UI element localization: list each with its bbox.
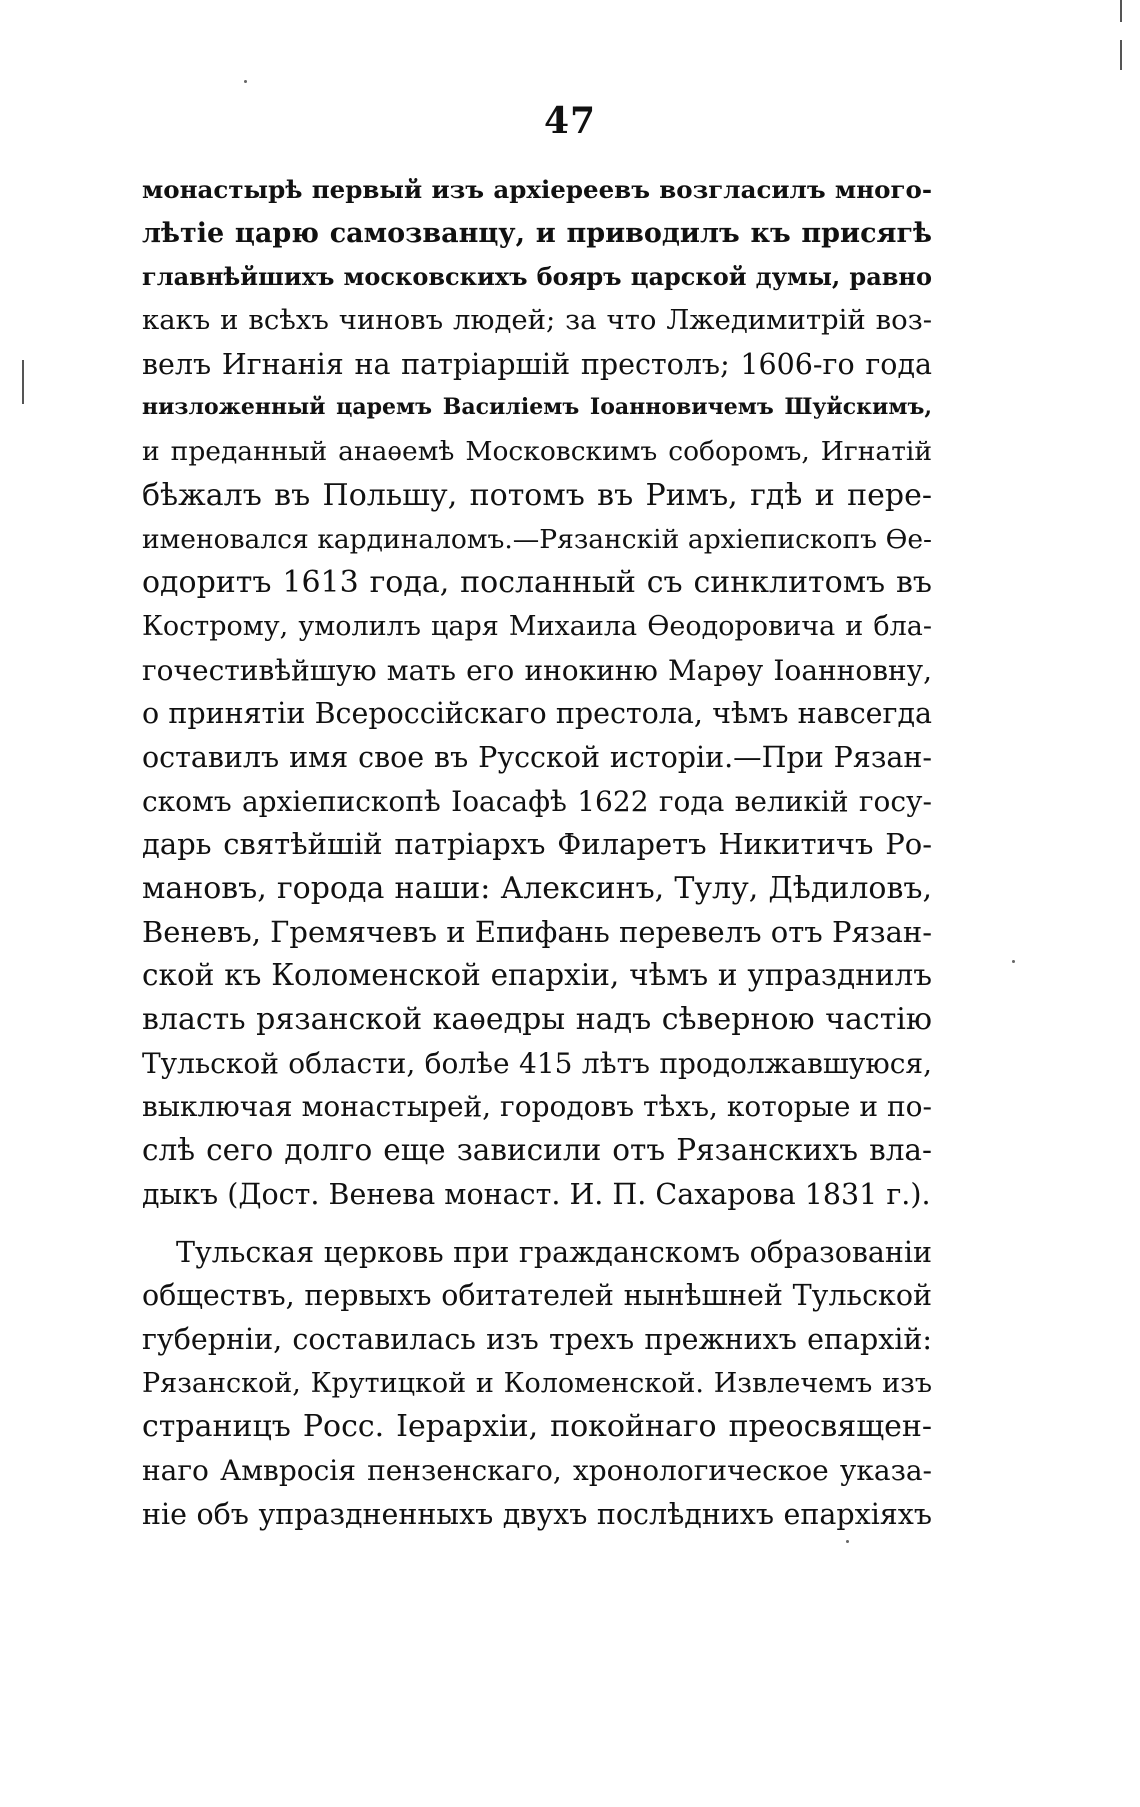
- paragraph: [142, 1231, 932, 1537]
- text-line: низложенный царемъ Василіемъ Іоанновичемъ Шуйскимъ,: [142, 394, 932, 421]
- speck: [846, 1540, 849, 1543]
- speck: [1012, 960, 1015, 963]
- scan-edge-mark: [1120, 40, 1122, 70]
- text-line: велъ Игнанія на патріаршій престолъ; 1606-го года: [142, 347, 932, 381]
- text-line: лѣтіе царю самозванцу, и приводилъ къ присягѣ: [142, 217, 932, 249]
- text-line: Кострому, умолилъ царя Михаила Ѳеодоровича и бла-: [142, 610, 932, 642]
- text-line: гочестивѣйшую мать его инокиню Марѳу Іоанновну,: [142, 653, 932, 687]
- text-line: оставилъ имя свое въ Русской исторіи.—При Рязан-: [142, 740, 932, 774]
- text-line: выключая монастырей, городовъ тѣхъ, которые и по-: [142, 1090, 932, 1124]
- text-line: какъ и всѣхъ чиновъ людей; за что Лжедимитрій воз-: [142, 304, 932, 337]
- text-line: о принятіи Всероссійскаго престола, чѣмъ навсегда: [142, 697, 932, 731]
- paragraph: [142, 168, 932, 1217]
- text-line: дыкъ (Дост. Венева монаст. И. П. Сахарова 1831 г.).: [142, 1177, 931, 1211]
- paragraph-gap: [142, 1217, 932, 1231]
- text-line: наго Амвросія пензенскаго, хронологическое указа-: [142, 1453, 932, 1487]
- text-line: скомъ архіепископѣ Іоасафѣ 1622 года великій госу-: [142, 784, 932, 818]
- text-line: Рязанской, Крутицкой и Коломенской. Извлечемъ изъ: [142, 1367, 932, 1399]
- page-number: 47: [543, 100, 597, 142]
- text-line: именовался кардиналомъ.—Рязанскій архіепископъ Ѳе-: [142, 523, 932, 555]
- text-line: Тульская церковь при гражданскомъ образованіи: [176, 1235, 932, 1269]
- text-line: слѣ сего долго еще зависили отъ Рязанскихъ вла-: [142, 1133, 932, 1168]
- text-line: мановъ, города наши: Алексинъ, Тулу, Дѣдиловъ,: [142, 871, 932, 906]
- text-line: ніе объ упраздненныхъ двухъ послѣднихъ епархіяхъ: [142, 1497, 932, 1531]
- text-line: ской къ Коломенской епархіи, чѣмъ и упразднилъ: [142, 958, 932, 993]
- text-line: страницъ Росс. Іерархіи, покойнаго преосвящен-: [142, 1409, 932, 1445]
- text-line: Тульской области, болѣе 415 лѣтъ продолжавшуюся,: [142, 1046, 932, 1080]
- speck: [244, 80, 247, 83]
- margin-rule-left: [22, 360, 24, 404]
- text-line: дарь святѣйшій патріархъ Филаретъ Никитичъ Ро-: [142, 827, 932, 862]
- text-line: губерніи, составилась изъ трехъ прежнихъ епархій:: [142, 1322, 932, 1356]
- text-line: власть рязанской каѳедры надъ сѣверною частію: [142, 1002, 932, 1038]
- text-line: одоритъ 1613 года, посланный съ синклитомъ въ: [142, 565, 932, 601]
- scan-edge-mark: [1120, 0, 1122, 22]
- text-line: Веневъ, Гремячевъ и Епифань перевелъ отъ Рязан-: [142, 914, 932, 949]
- text-line: главнѣйшихъ московскихъ бояръ царской думы, равно: [142, 262, 932, 292]
- text-line: и преданный анаѳемѣ Московскимъ соборомъ, Игнатій: [142, 436, 932, 468]
- text-line: монастырѣ первый изъ архіереевъ возгласилъ много-: [142, 175, 932, 204]
- text-line: бѣжалъ въ Польшу, потомъ въ Римъ, гдѣ и пере-: [142, 477, 932, 513]
- text-line: обществъ, первыхъ обитателей нынѣшней Тульской: [142, 1279, 932, 1313]
- body-text: [142, 168, 932, 1536]
